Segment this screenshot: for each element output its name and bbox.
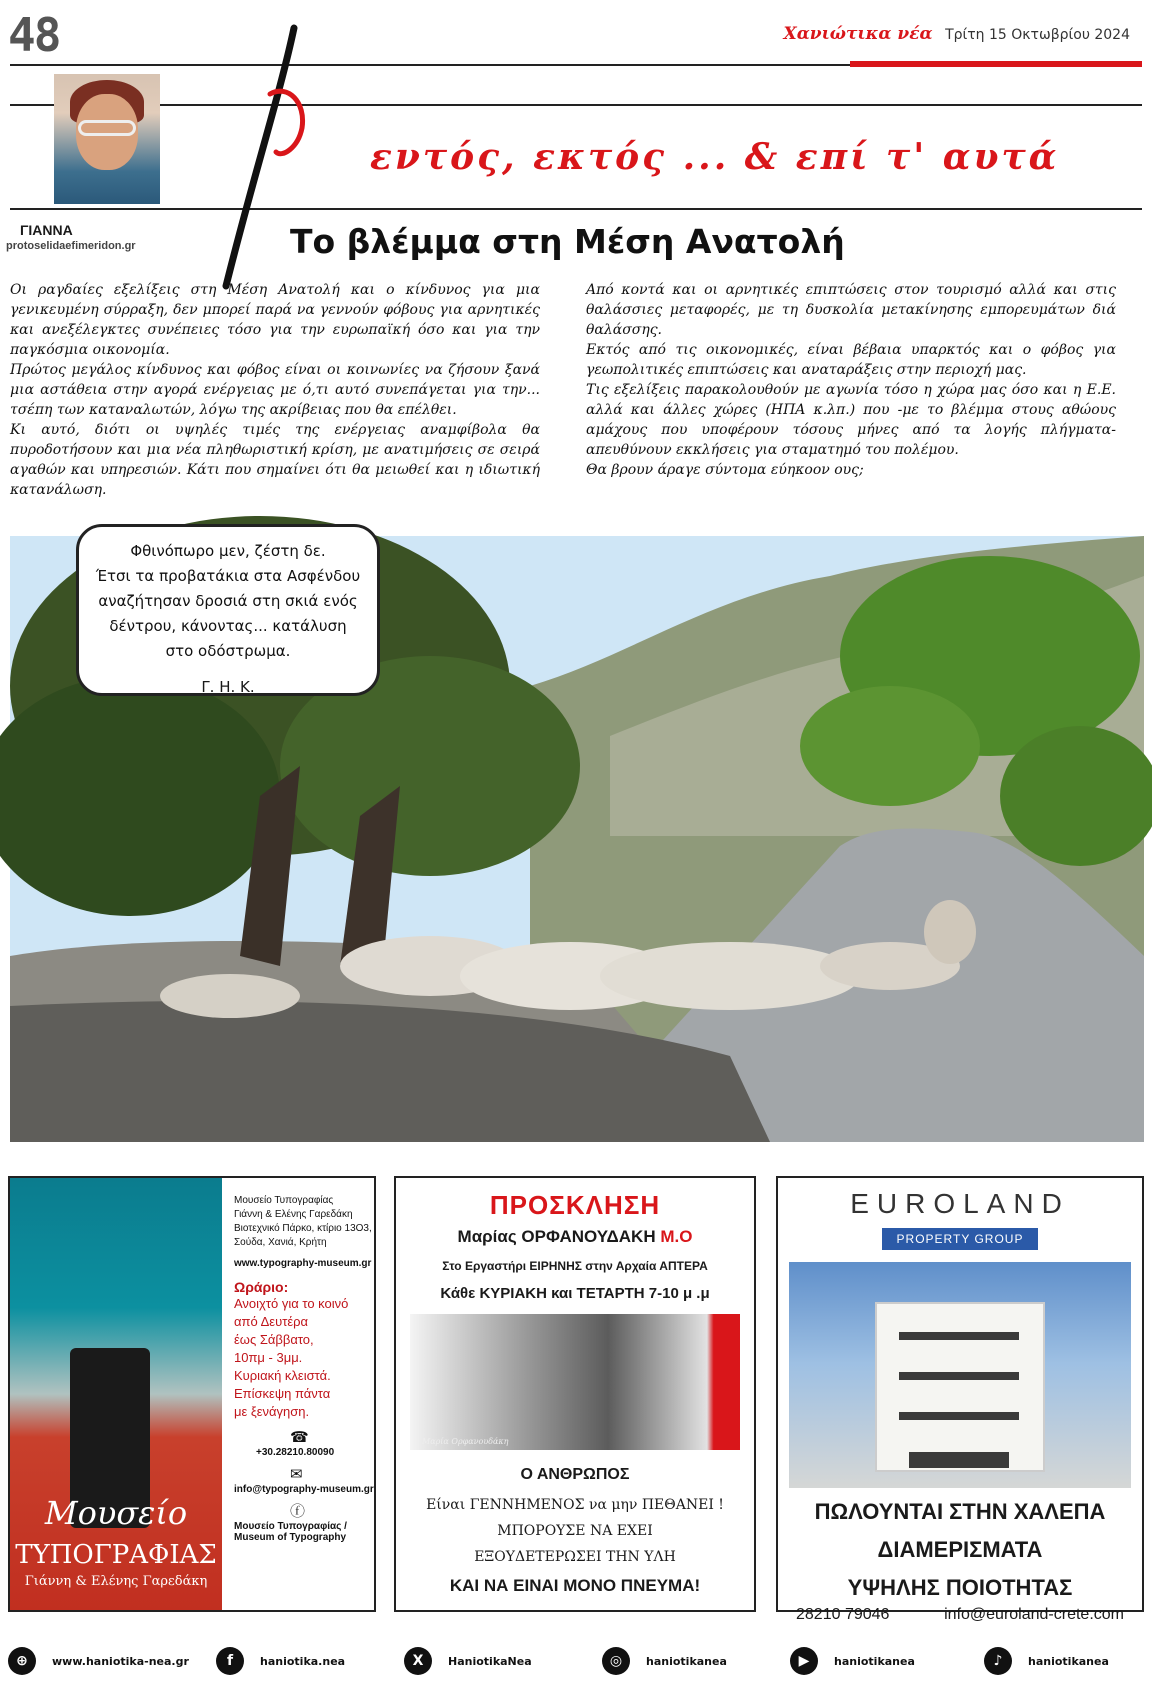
museum-facebook-line: Museum of Typography	[234, 1532, 347, 1543]
museum-address-line: Σούδα, Χανιά, Κρήτη	[234, 1237, 327, 1248]
column-header-bottom-rule	[10, 208, 1142, 210]
phone-icon: ☎	[290, 1429, 309, 1446]
article-paragraph: Θα βρουν άραγε σύντομα εύηκοον ους;	[586, 462, 864, 478]
footer-label: haniotikanea	[646, 1654, 727, 1668]
column-title: εντός, εκτός ... & επί τ' αυτά	[370, 136, 1060, 178]
instagram-icon: ◎	[602, 1647, 630, 1675]
column-header-top-rule	[10, 104, 1142, 106]
museum-hours-line: έως Σάββατο,	[234, 1332, 314, 1347]
footer-link-globe[interactable]	[8, 1647, 189, 1675]
museum-website[interactable]: www.typography-museum.gr	[234, 1258, 372, 1269]
invitation-subtitle: Ο ΑΝΘΡΩΠΟΣ	[520, 1466, 630, 1483]
museum-hours-line: Ανοιχτό για το κοινό	[234, 1296, 349, 1311]
museum-address-line: Μουσείο Τυπογραφίας	[234, 1195, 334, 1206]
museum-logo-script: Μουσείο	[44, 1494, 188, 1532]
caption-line: Φθινόπωρο μεν, ζέστη δε.	[130, 542, 326, 560]
author-source: protoselidaefimeridon.gr	[6, 240, 136, 252]
portrait-caption: Μαρία Ορφανουδάκη	[422, 1437, 509, 1446]
museum-hours-line: από Δευτέρα	[234, 1314, 309, 1329]
museum-hours-line: 10πμ - 3μμ.	[234, 1350, 303, 1365]
museum-logo-main: ΤΥΠΟΓΡΑΦΙΑΣ	[15, 1540, 217, 1570]
footer-link-youtube[interactable]	[790, 1647, 915, 1675]
invitation-name: Μαρίας ΟΡΦΑΝΟΥΔΑΚΗ	[457, 1227, 656, 1246]
footer-label: haniotika.nea	[260, 1654, 346, 1668]
article-paragraph: Τις εξελίξεις παρακολουθούν με αγωνία τόσο η χώρα μας όσο και η Ε.Ε. αλλά και άλλες χώρες (ΗΠΑ κ.λπ.) που -με το βλέμμα στους αθώους αμάχους που υποφέρουν τόσους μήνες από τα λογής πλήγματα- απευθύνουν εκκλήσεις για σταματημό του πολέμου.	[586, 382, 1116, 458]
article-column-right	[586, 280, 1116, 480]
museum-hours-line: Επίσκεψη πάντα	[234, 1386, 331, 1401]
headline: Το βλέμμα στη Μέση Ανατολή	[290, 222, 845, 261]
caption-line: Έτσι τα προβατάκια στα Ασφένδου	[95, 567, 361, 585]
museum-email[interactable]: info@typography-museum.gr	[234, 1484, 374, 1495]
article-column-left	[10, 280, 540, 500]
euroland-ad[interactable]	[776, 1176, 1144, 1623]
museum-phone[interactable]: +30.28210.80090	[256, 1447, 335, 1458]
x-icon: X	[404, 1647, 432, 1675]
issue-date: Τρίτη 15 Οκτωβρίου 2024	[945, 27, 1130, 43]
tiktok-icon: ♪	[984, 1647, 1012, 1675]
invitation-schedule: Κάθε ΚΥΡΙΑΚΗ και ΤΕΤΑΡΤΗ 7-10 μ .μ	[440, 1285, 710, 1302]
museum-info	[234, 1194, 374, 1543]
footer-link-facebook[interactable]	[216, 1647, 345, 1675]
footer-link-instagram[interactable]	[602, 1647, 727, 1675]
quote-line: Είναι ΓΕΝΝΗΜΕΝΟΣ να μην ΠΕΘΑΝΕΙ !	[426, 1497, 724, 1513]
euroland-line: ΠΩΛΟΥΝΤΑΙ ΣΤΗΝ ΧΑΛΕΠΑ	[814, 1499, 1106, 1524]
building-shape	[875, 1302, 1045, 1472]
footer-social-bar	[0, 1646, 1152, 1676]
euroland-line: ΥΨΗΛΗΣ ΠΟΙΟΤΗΤΑΣ	[847, 1575, 1073, 1600]
author-photo	[54, 74, 160, 204]
youtube-icon: ▶	[790, 1647, 818, 1675]
museum-hours-line: Κυριακή κλειστά.	[234, 1368, 331, 1383]
caption-line: στο οδόστρωμα.	[165, 642, 291, 660]
caption-line: δέντρου, κάνοντας... κατάλυση	[109, 617, 347, 635]
footer-label: HaniotikaNea	[448, 1654, 532, 1668]
article-paragraph: Πρώτος μεγάλος κίνδυνος και φόβος είναι οι κοινωνίες να ζήσουν ξανά μια αστάθεια στην αγορά ενέργειας με ό,τι αυτό συνεπάγεται για την... τσέπη των καταναλωτών, λόγω της ακρίβειας που θα επέλθει.	[10, 362, 540, 418]
caption-signature: Γ. Η. Κ.	[201, 678, 255, 696]
museum-address-line: Βιοτεχνικό Πάρκο, κτίριο 13Ο3,	[234, 1223, 372, 1234]
building-render	[789, 1262, 1131, 1488]
invitation-name-line	[396, 1227, 754, 1247]
museum-photo	[10, 1178, 222, 1610]
footer-link-x[interactable]	[404, 1647, 532, 1675]
euroland-phone[interactable]: 28210 79046	[796, 1606, 890, 1623]
footer-link-tiktok[interactable]	[984, 1647, 1109, 1675]
facebook-icon: ⓕ	[290, 1503, 306, 1520]
photo-caption-bubble	[76, 524, 380, 696]
article-paragraph: Εκτός από τις οικονομικές, είναι βέβαια υπαρκτός και ο φόβος για γεωπολιτικές επιπτώσεις και αναταράξεις στην περιοχή μας.	[586, 342, 1116, 378]
article-paragraph: Από κοντά και οι αρνητικές επιπτώσεις στον τουρισμό αλλά και στις θαλάσσιες μεταφορές, με τη δυσκολία μετακίνησης εμπορευμάτων διά θαλάσσης.	[586, 282, 1116, 338]
invitation-quote	[396, 1492, 754, 1570]
footer-label: www.haniotika-nea.gr	[52, 1654, 189, 1668]
invitation-venue: Στο Εργαστήρι ΕΙΡΗΝΗΣ στην Αρχαία ΑΠΤΕΡΑ	[442, 1259, 708, 1273]
euroland-group-badge: PROPERTY GROUP	[882, 1228, 1038, 1250]
museum-hours-title: Ωράριο:	[234, 1279, 289, 1295]
museum-facebook-line: Μουσείο Τυπογραφίας /	[234, 1521, 347, 1532]
caption-line: αναζήτησαν δροσιά στη σκιά ενός	[98, 592, 358, 610]
author-name: ΓΙΑΝΝΑ	[20, 222, 73, 238]
mail-icon: ✉	[290, 1466, 303, 1483]
euroland-brand: EUROLAND	[850, 1188, 1070, 1219]
museum-ad[interactable]	[8, 1176, 376, 1612]
euroland-contact	[778, 1606, 1142, 1624]
museum-hours-line: με ξενάγηση.	[234, 1404, 310, 1419]
globe-icon: ⊕	[8, 1647, 36, 1675]
footer-label: haniotikanea	[834, 1654, 915, 1668]
invitation-portrait	[410, 1314, 740, 1450]
footer-label: haniotikanea	[1028, 1654, 1109, 1668]
masthead	[784, 24, 1130, 44]
euroland-email[interactable]: info@euroland-crete.com	[944, 1606, 1124, 1623]
invitation-ad[interactable]	[394, 1176, 756, 1612]
invitation-title: ΠΡΟΣΚΛΗΣΗ	[489, 1190, 661, 1220]
euroland-line: ΔΙΑΜΕΡΙΣΜΑΤΑ	[877, 1537, 1043, 1562]
page-number: 48	[8, 8, 60, 62]
article-paragraph: Κι αυτό, διότι οι υψηλές τιμές της ενέργειας αναμφίβολα θα πυροδοτήσουν και μια νέα πληθωριστική κρίση, με ανατιμήσεις σε σειρά αγαθών και υπηρεσιών. Κάτι που σημαίνει ότι θα μειωθεί και η ιδιωτική κατανάλωση.	[10, 422, 540, 498]
article-paragraph: Οι ραγδαίες εξελίξεις στη Μέση Ανατολή και ο κίνδυνος για μια γενικευμένη σύρραξη, δεν μπορεί παρά να γεννούν φόβους για αρνητικές και ανεξέλεγκτες συνέπειες τόσο για την ευρωπαϊκή όσο και για την παγκόσμια οικονομία.	[10, 282, 540, 358]
museum-logo-sub: Γιάννη & Ελένης Γαρεδάκη	[24, 1574, 208, 1589]
top-red-bar	[850, 61, 1142, 67]
paper-name: Χανιώτικα νέα	[783, 24, 933, 44]
museum-address-line: Γιάννη & Ελένης Γαρεδάκη	[234, 1209, 353, 1220]
quote-line: ΜΠΟΡΟΥΣΕ ΝΑ ΕΧΕΙ	[497, 1523, 653, 1539]
facebook-icon: f	[216, 1647, 244, 1675]
invitation-name-suffix: Μ.Ο	[660, 1227, 693, 1246]
invitation-closing: ΚΑΙ ΝΑ ΕΙΝΑΙ ΜΟΝΟ ΠΝΕΥΜΑ!	[449, 1576, 701, 1595]
quote-line: ΕΞΟΥΔΕΤΕΡΩΣΕΙ ΤΗΝ ΥΛΗ	[474, 1549, 676, 1565]
